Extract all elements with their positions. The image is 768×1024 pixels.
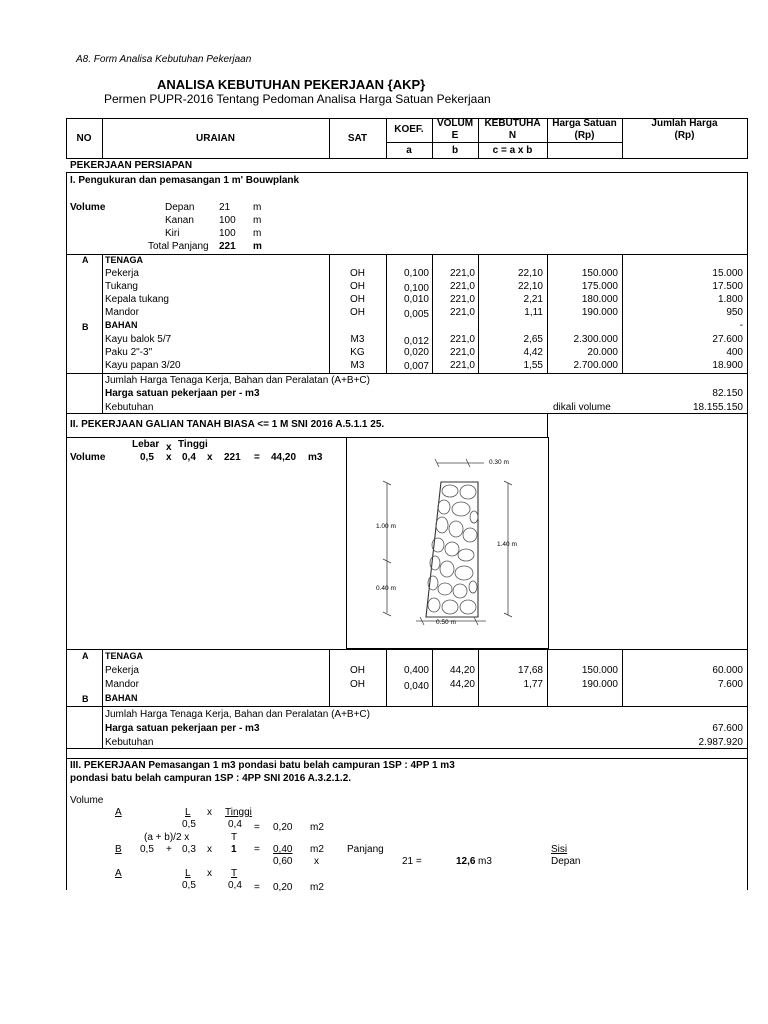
header-jumlah-harga-1: Jumlah Harga bbox=[651, 118, 718, 129]
page-title: ANALISA KEBUTUHAN PEKERJAAN {AKP} bbox=[157, 77, 426, 92]
s2-group-a-code: A bbox=[82, 651, 89, 661]
header-koef-sub: a bbox=[406, 145, 412, 156]
s2-title: II. PEKERJAAN GALIAN TANAH BIASA <= 1 M SNI 2016 A.5.1.1 25. bbox=[70, 419, 385, 430]
s3-title-line-2: pondasi batu belah campuran 1SP : 4PP SNI 2016 A.3.2.1.2. bbox=[70, 773, 352, 784]
s1-title: I. Pengukuran dan pemasangan 1 m' Bouwplank bbox=[70, 175, 300, 186]
s2-jumlah-label: Jumlah Harga Tenaga Kerja, Bahan dan Peralatan (A+B+C) bbox=[105, 709, 370, 720]
s2-group-b-label: BAHAN bbox=[105, 693, 138, 703]
s2-tinggi-label: Tinggi bbox=[178, 439, 208, 450]
dim-bottom-label: 0.50 m bbox=[436, 619, 456, 626]
s1-group-a-code: A bbox=[82, 255, 89, 265]
s2-group-a-label: TENAGA bbox=[105, 651, 143, 661]
header-koef: KOEF. bbox=[394, 124, 424, 135]
header-kebutuhan-sub: c = a x b bbox=[492, 145, 533, 156]
s2-kebutuhan-value: 2.987.920 bbox=[698, 737, 743, 748]
s3-title-line-1: III. PEKERJAAN Pemasangan 1 m3 pondasi batu belah campuran 1SP : 4PP 1 m3 bbox=[70, 760, 455, 771]
header-volume-2: E bbox=[451, 130, 459, 141]
s2-kebutuhan-label: Kebutuhan bbox=[105, 737, 154, 748]
header-volume-sub: b bbox=[451, 145, 459, 156]
dim-right-label: 1.40 m bbox=[497, 541, 517, 548]
dim-left-top-label: 1.00 m bbox=[376, 523, 396, 530]
s1-group-b-code: B bbox=[82, 322, 89, 332]
s1-kebutuhan-value: 18.155.150 bbox=[692, 402, 743, 413]
s2-x-label: x bbox=[166, 442, 172, 453]
s1-group-a-label: TENAGA bbox=[105, 255, 143, 265]
dim-left-bottom-label: 0.40 m bbox=[376, 585, 396, 592]
cross-section-diagram bbox=[346, 437, 549, 649]
s2-harga-satuan-value: 67.600 bbox=[712, 723, 743, 734]
s2-lebar-label: Lebar bbox=[132, 439, 160, 450]
header-harga-satuan-2: (Rp) bbox=[574, 130, 595, 141]
dim-top-label: 0.30 m bbox=[489, 459, 509, 466]
header-jumlah-harga-2: (Rp) bbox=[674, 130, 695, 141]
header-sat: SAT bbox=[347, 133, 368, 144]
header-volume-1: VOLUM bbox=[436, 118, 474, 129]
s1-volume-label: Volume bbox=[70, 202, 106, 213]
page-subtitle: Permen PUPR-2016 Tentang Pedoman Analisa Harga Satuan Pekerjaan bbox=[104, 92, 491, 106]
s1-kebutuhan-label: Kebutuhan bbox=[105, 402, 154, 413]
s3-volume-label: Volume bbox=[70, 795, 104, 806]
s1-group-b-dash: - bbox=[739, 320, 743, 331]
s1-dikali-label: dikali volume bbox=[553, 402, 611, 413]
document-label: A8. Form Analisa Kebutuhan Pekerjaan bbox=[76, 54, 252, 65]
section-title: PEKERJAAN PERSIAPAN bbox=[70, 160, 193, 171]
header-kebutuhan-2: N bbox=[508, 130, 517, 141]
s1-group-b-label: BAHAN bbox=[105, 320, 138, 330]
s1-harga-satuan-value: 82.150 bbox=[712, 388, 743, 399]
s2-harga-satuan-label: Harga satuan pekerjaan per - m3 bbox=[105, 723, 260, 734]
header-no: NO bbox=[76, 133, 92, 144]
s1-jumlah-label: Jumlah Harga Tenaga Kerja, Bahan dan Peralatan (A+B+C) bbox=[105, 375, 370, 386]
header-harga-satuan-1: Harga Satuan bbox=[552, 118, 617, 129]
header-kebutuhan-1: KEBUTUHA bbox=[484, 118, 541, 129]
s2-group-b-code: B bbox=[82, 694, 89, 704]
s1-harga-satuan-label: Harga satuan pekerjaan per - m3 bbox=[105, 388, 260, 399]
header-uraian: URAIAN bbox=[196, 133, 235, 144]
